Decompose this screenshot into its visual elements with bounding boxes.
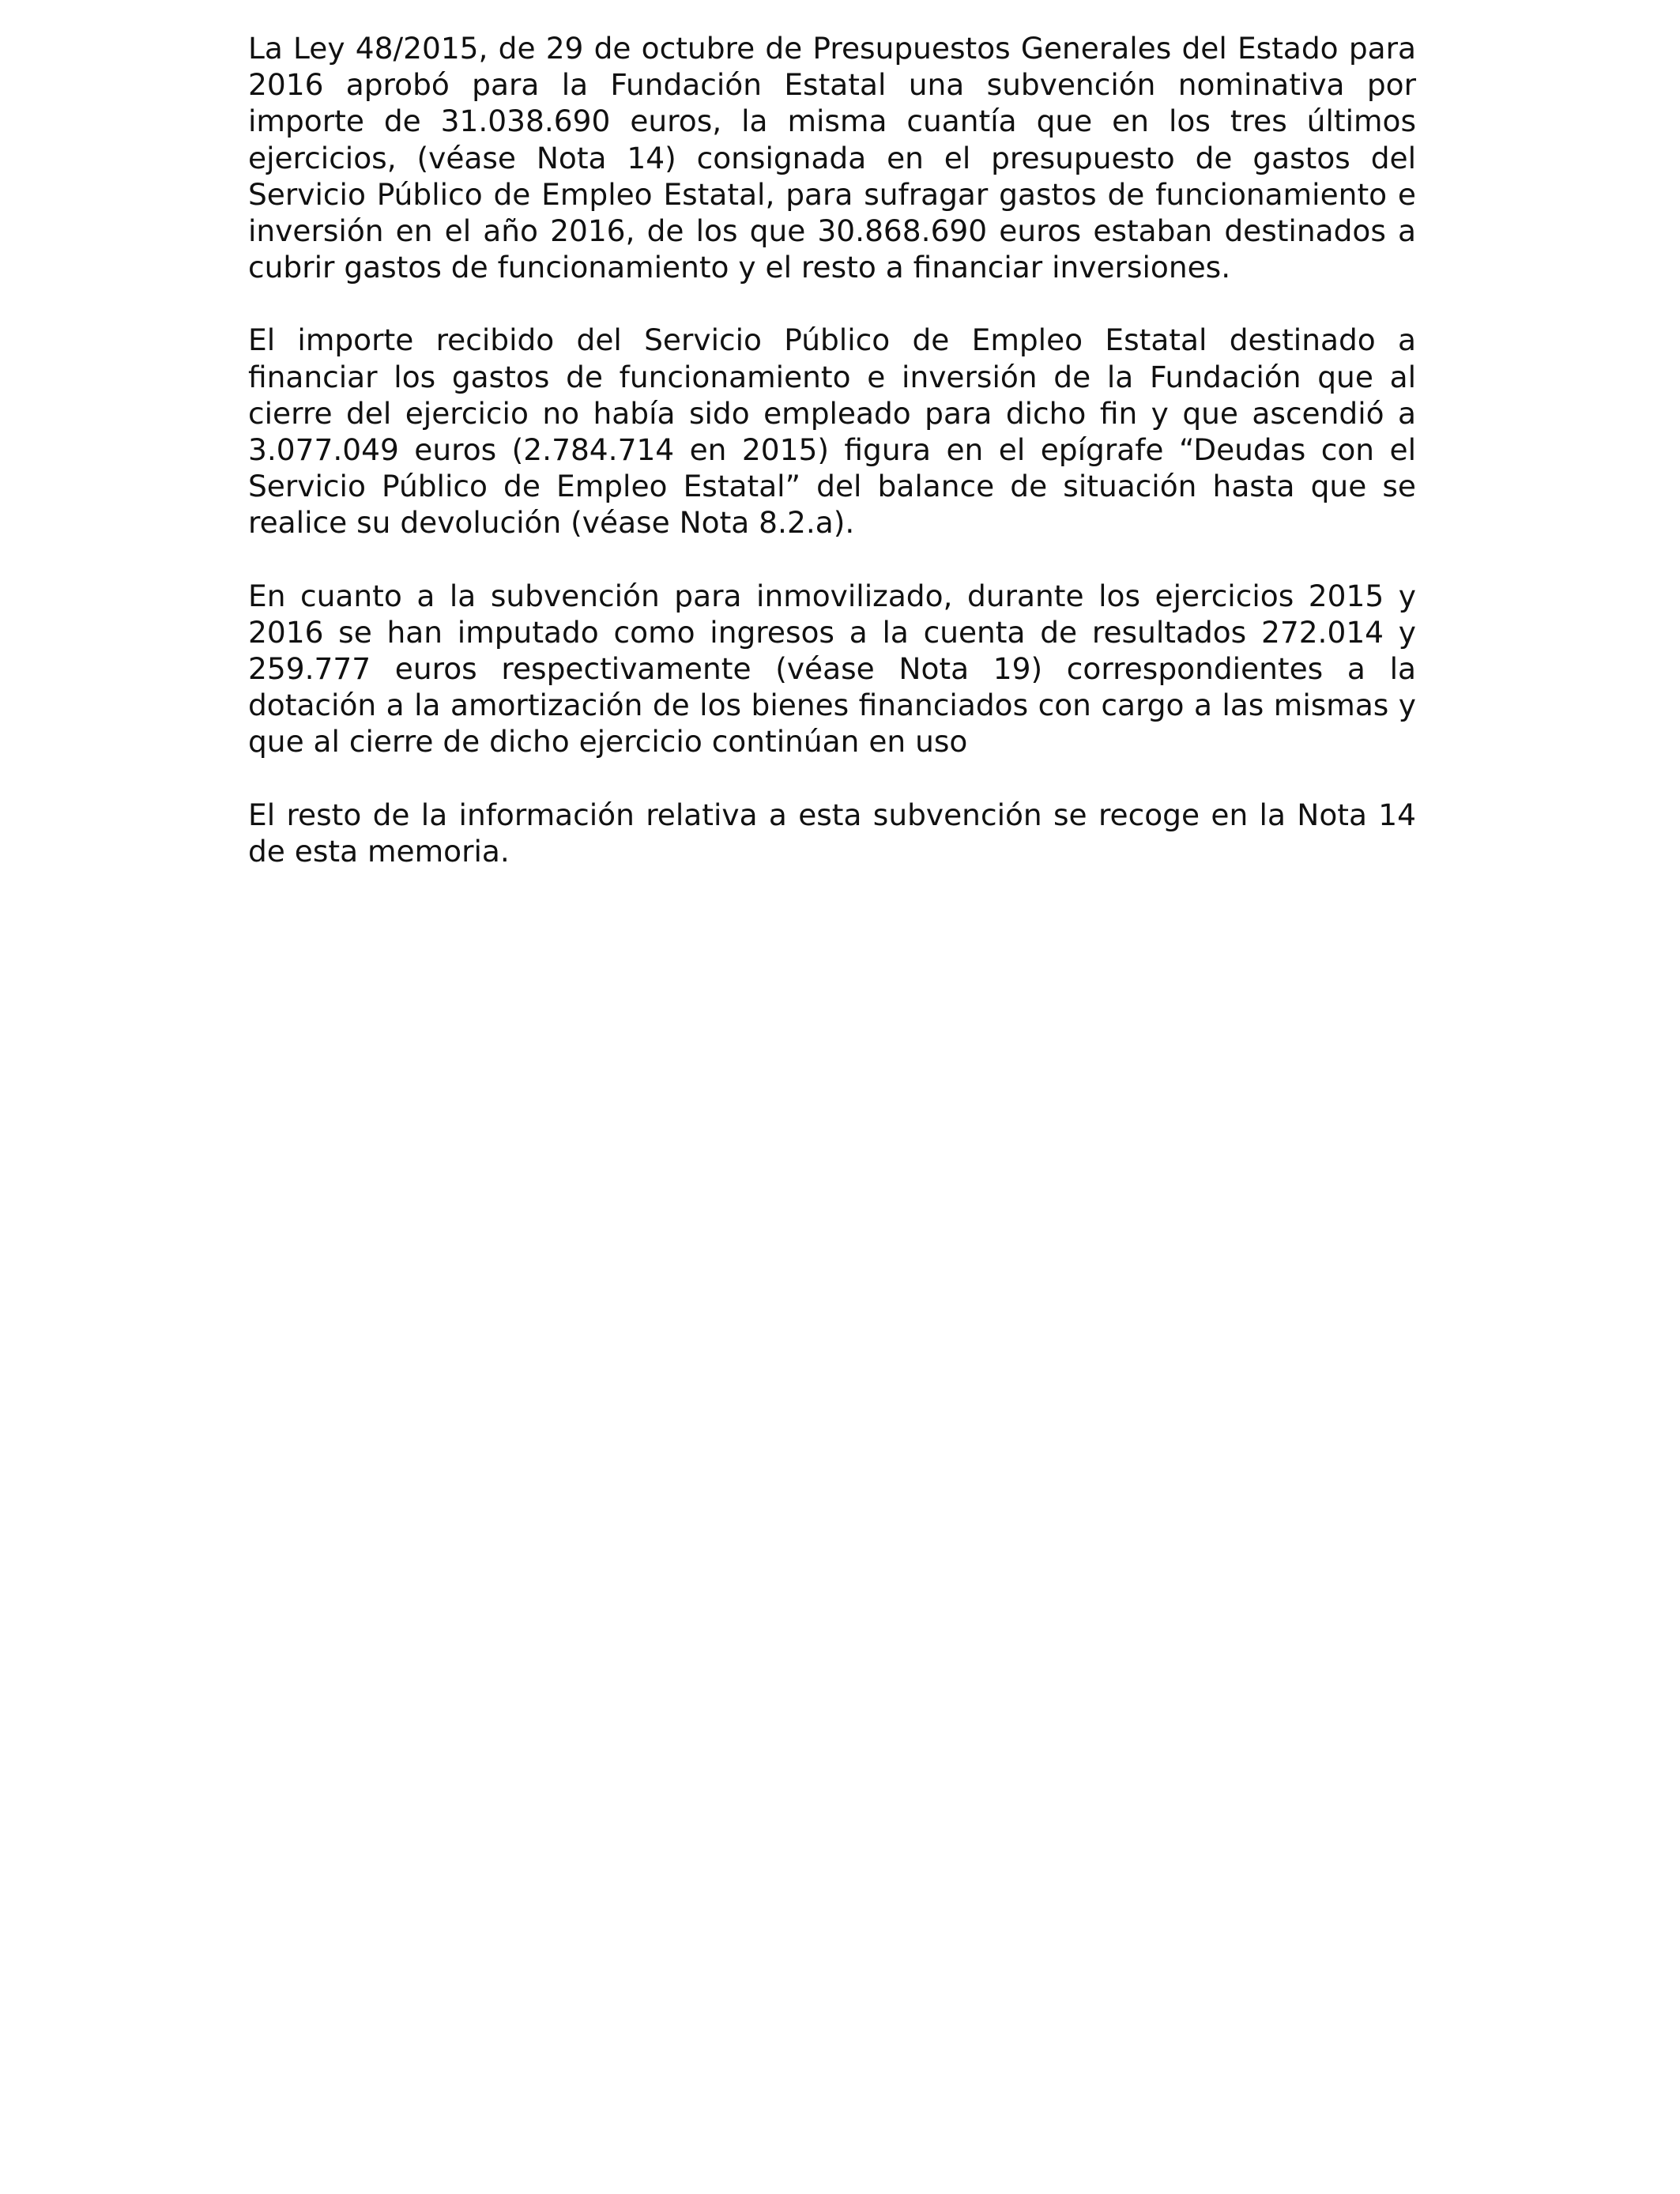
paragraph-subvencion-nominativa: La Ley 48/2015, de 29 de octubre de Presupuestos Generales del Estado para 2016 aprobó para la Fundación Estatal una subvención nominativa por importe de 31.038.690 euros, la misma cuantía que en los tres últimos ejercicios, (véase Nota 14) consignada en el presupuesto de gastos del Servicio Público de Empleo Estatal, para sufragar gastos de funcionamiento e inversión en el año 2016, de los que 30.868.690 euros estaban destinados a cubrir gastos de funcionamiento y el resto a financiar inversiones. — [248, 31, 1416, 285]
document-body — [248, 30, 1416, 906]
paragraph-resto-informacion: El resto de la información relativa a esta subvención se recoge en la Nota 14 de esta memoria. — [248, 797, 1416, 869]
paragraph-importe-recibido: El importe recibido del Servicio Público de Empleo Estatal destinado a financiar los gastos de funcionamiento e inversión de la Fundación que al cierre del ejercicio no había sido empleado para dicho fin y que ascendió a 3.077.049 euros (2.784.714 en 2015) figura en el epígrafe “Deudas con el Servicio Público de Empleo Estatal” del balance de situación hasta que se realice su devolución (véase Nota 8.2.a). — [248, 322, 1416, 541]
paragraph-subvencion-inmovilizado: En cuanto a la subvención para inmovilizado, durante los ejercicios 2015 y 2016 se han imputado como ingresos a la cuenta de resultados 272.014 y 259.777 euros respectivamente (véase Nota 19) correspondientes a la dotación a la amortización de los bienes financiados con cargo a las mismas y que al cierre de dicho ejercicio continúan en uso — [248, 578, 1416, 760]
